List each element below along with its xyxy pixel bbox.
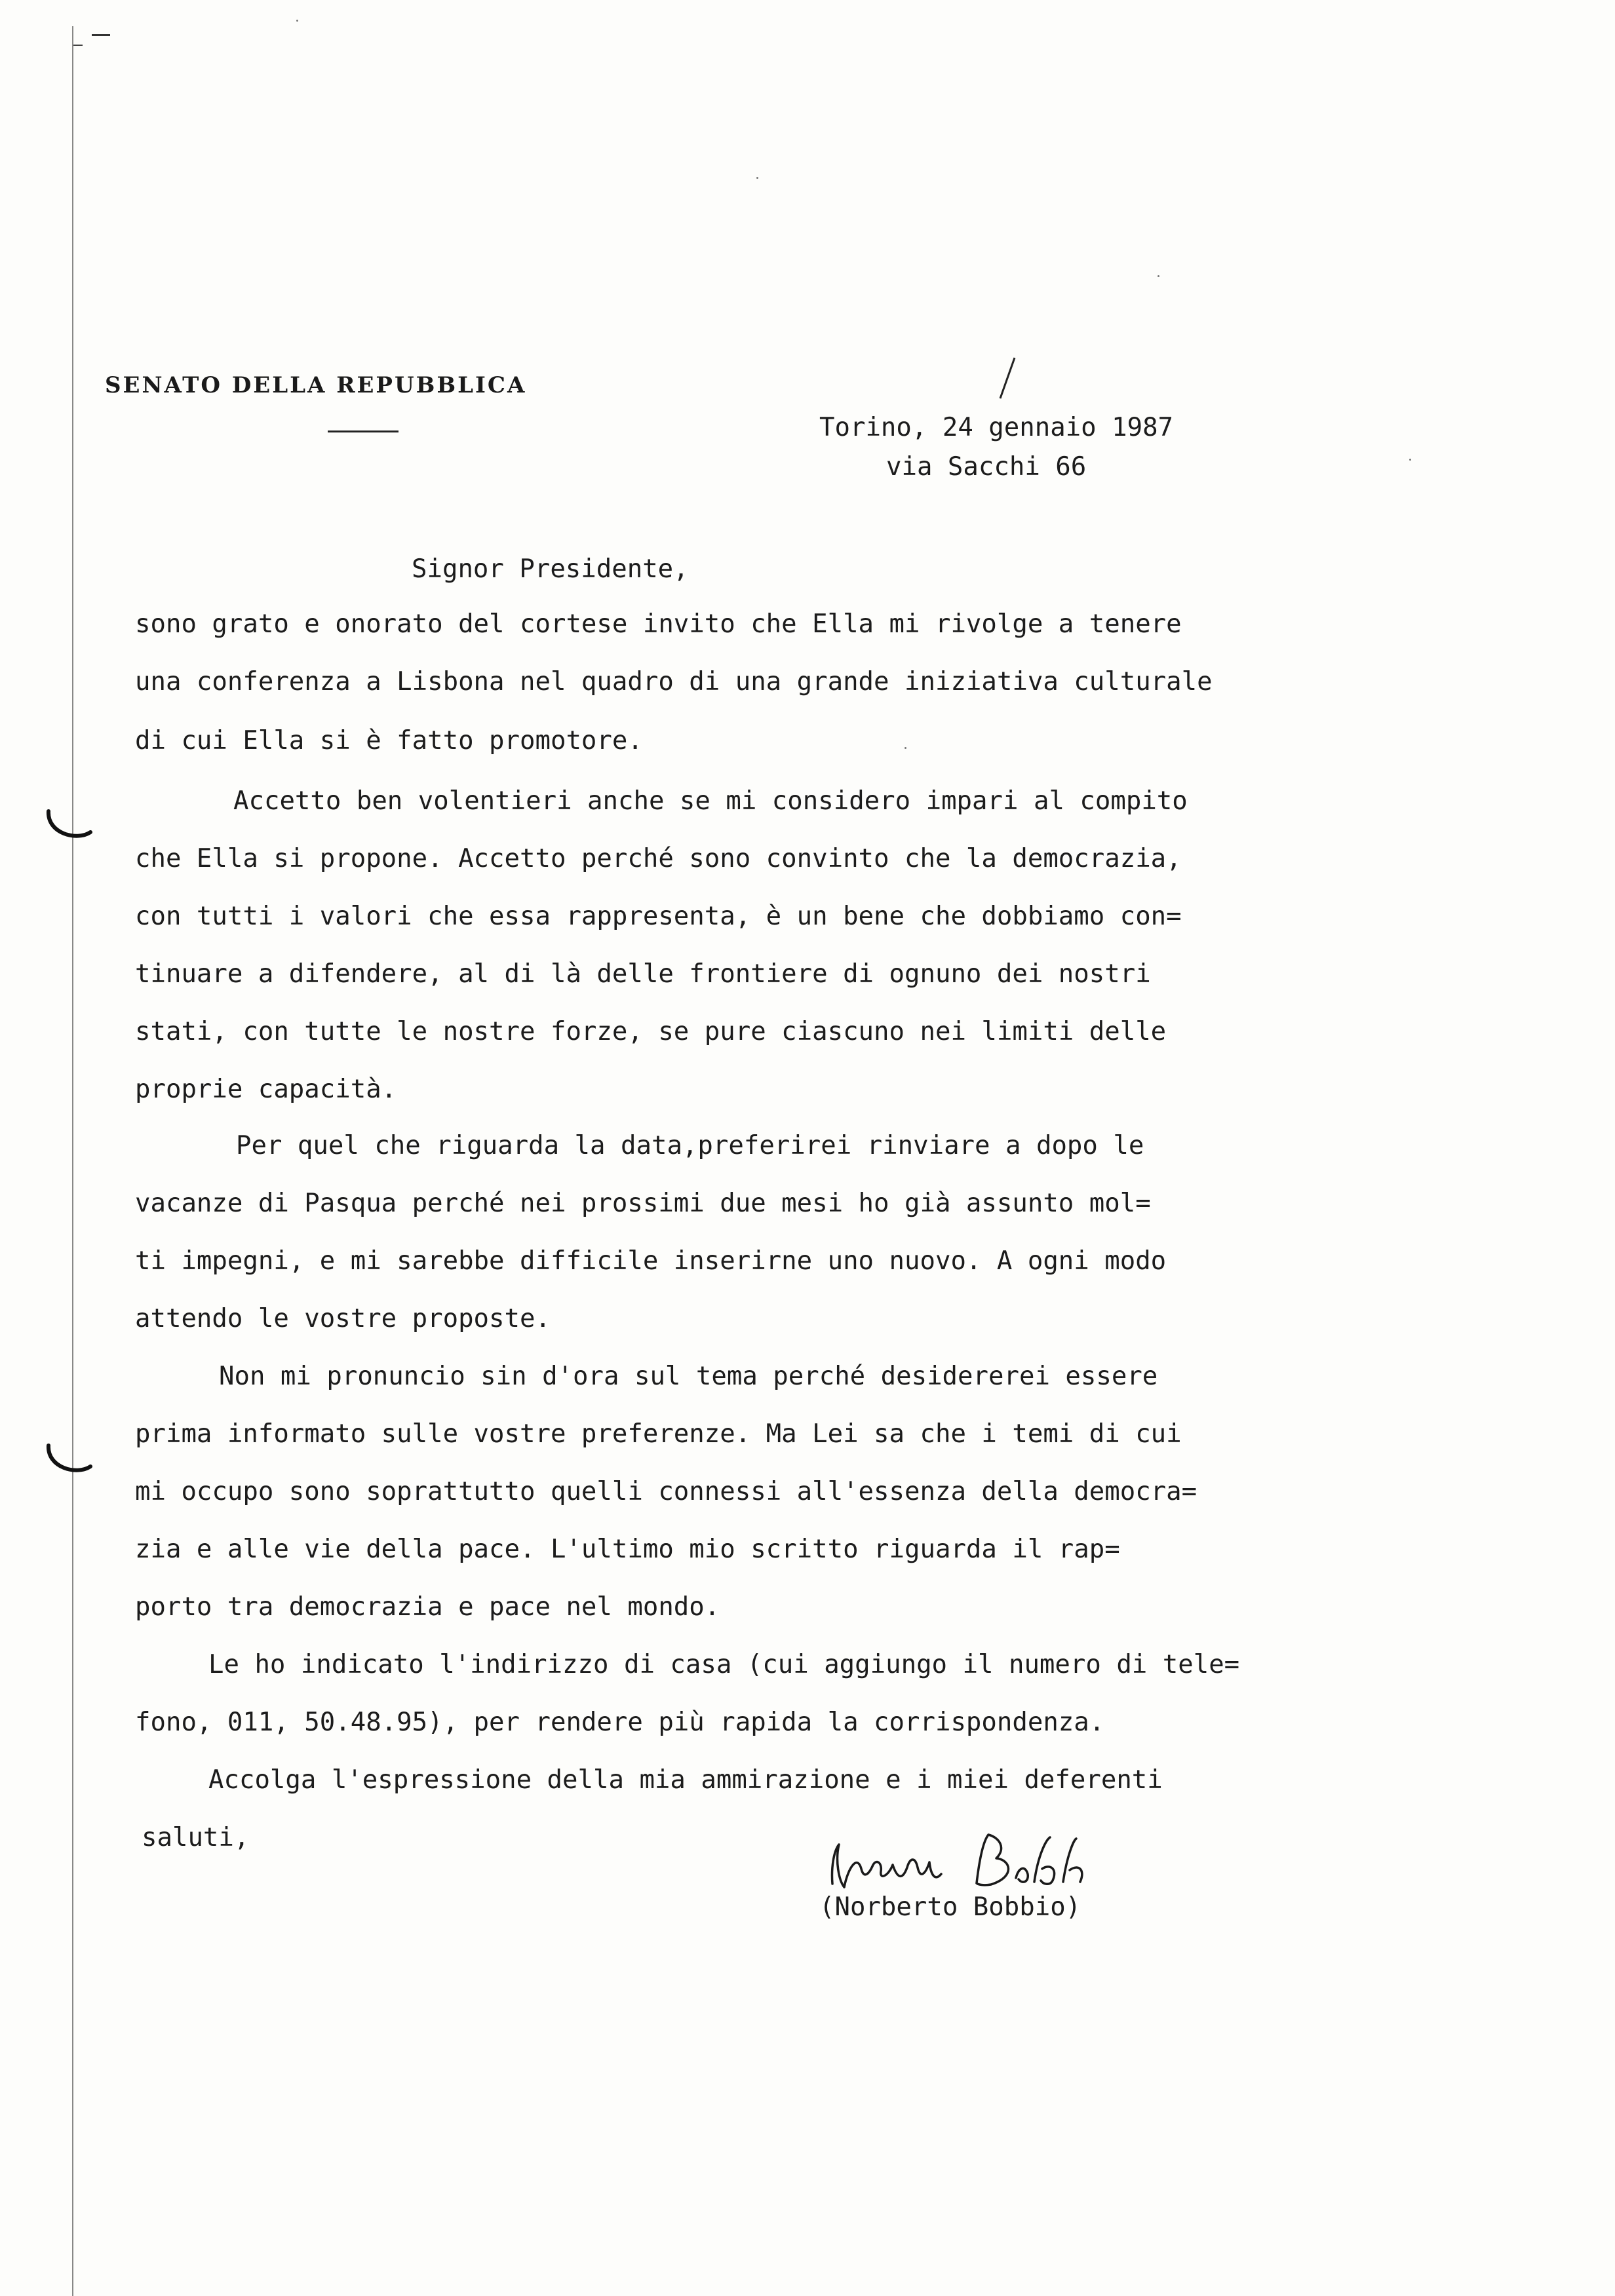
body-line: che Ella si propone. Accetto perché sono convinto che la democrazia, bbox=[135, 844, 1182, 873]
body-line: ti impegni, e mi sarebbe difficile inserirne uno nuovo. A ogni modo bbox=[135, 1246, 1167, 1276]
paper-speck bbox=[1158, 275, 1159, 277]
paper-speck bbox=[905, 747, 906, 749]
body-line: porto tra democrazia e pace nel mondo. bbox=[135, 1592, 720, 1622]
margin-dash-mark bbox=[92, 34, 110, 36]
letterhead-rule bbox=[328, 430, 399, 432]
binder-hook-mark bbox=[41, 807, 93, 847]
margin-dash-mark bbox=[73, 45, 83, 46]
body-line: mi occupo sono soprattutto quelli connessi all'essenza della democra= bbox=[135, 1477, 1197, 1506]
closing-line: saluti, bbox=[142, 1823, 250, 1852]
body-line: fono, 011, 50.48.95), per rendere più rapida la corrispondenza. bbox=[135, 1708, 1105, 1737]
body-line: con tutti i valori che essa rappresenta, è un bene che dobbiamo con= bbox=[135, 902, 1182, 931]
body-line: Le ho indicato l'indirizzo di casa (cui aggiungo il numero di tele= bbox=[208, 1650, 1240, 1679]
place-date: Torino, 24 gennaio 1987 bbox=[819, 413, 1174, 442]
letterhead: SENATO DELLA REPUBBLICA bbox=[105, 372, 527, 398]
body-line: sono grato e onorato del cortese invito che Ella mi rivolge a tenere bbox=[135, 609, 1182, 639]
body-line: stati, con tutte le nostre forze, se pure ciascuno nei limiti delle bbox=[135, 1017, 1167, 1046]
salutation: Signor Presidente, bbox=[412, 554, 689, 584]
body-line: di cui Ella si è fatto promotore. bbox=[135, 726, 643, 756]
paper-speck bbox=[1409, 459, 1411, 461]
body-line: una conferenza a Lisbona nel quadro di una grande iniziativa culturale bbox=[135, 667, 1213, 697]
body-line: vacanze di Pasqua perché nei prossimi due mesi ho già assunto mol= bbox=[135, 1189, 1151, 1218]
body-line: Non mi pronuncio sin d'ora sul tema perché desidererei essere bbox=[219, 1362, 1158, 1391]
paper-speck bbox=[756, 177, 758, 179]
body-line: Accolga l'espressione della mia ammirazione e i miei deferenti bbox=[208, 1765, 1163, 1795]
body-line: Per quel che riguarda la data,preferirei rinviare a dopo le bbox=[236, 1131, 1144, 1160]
paper-speck bbox=[296, 20, 298, 22]
body-line: prima informato sulle vostre preferenze. Ma Lei sa che i temi di cui bbox=[135, 1419, 1182, 1449]
address: via Sacchi 66 bbox=[886, 452, 1087, 482]
signature-name: (Norberto Bobbio) bbox=[819, 1892, 1081, 1922]
body-line: Accetto ben volentieri anche se mi considero impari al compito bbox=[233, 786, 1188, 816]
binder-hook-mark bbox=[41, 1442, 93, 1481]
body-line: tinuare a difendere, al di là delle frontiere di ognuno dei nostri bbox=[135, 959, 1151, 989]
body-line: proprie capacità. bbox=[135, 1075, 397, 1104]
body-line: attendo le vostre proposte. bbox=[135, 1304, 551, 1333]
body-line: zia e alle vie della pace. L'ultimo mio scritto riguarda il rap= bbox=[135, 1535, 1120, 1564]
handwritten-slash bbox=[995, 355, 1019, 401]
binding-margin-line bbox=[72, 26, 73, 2296]
